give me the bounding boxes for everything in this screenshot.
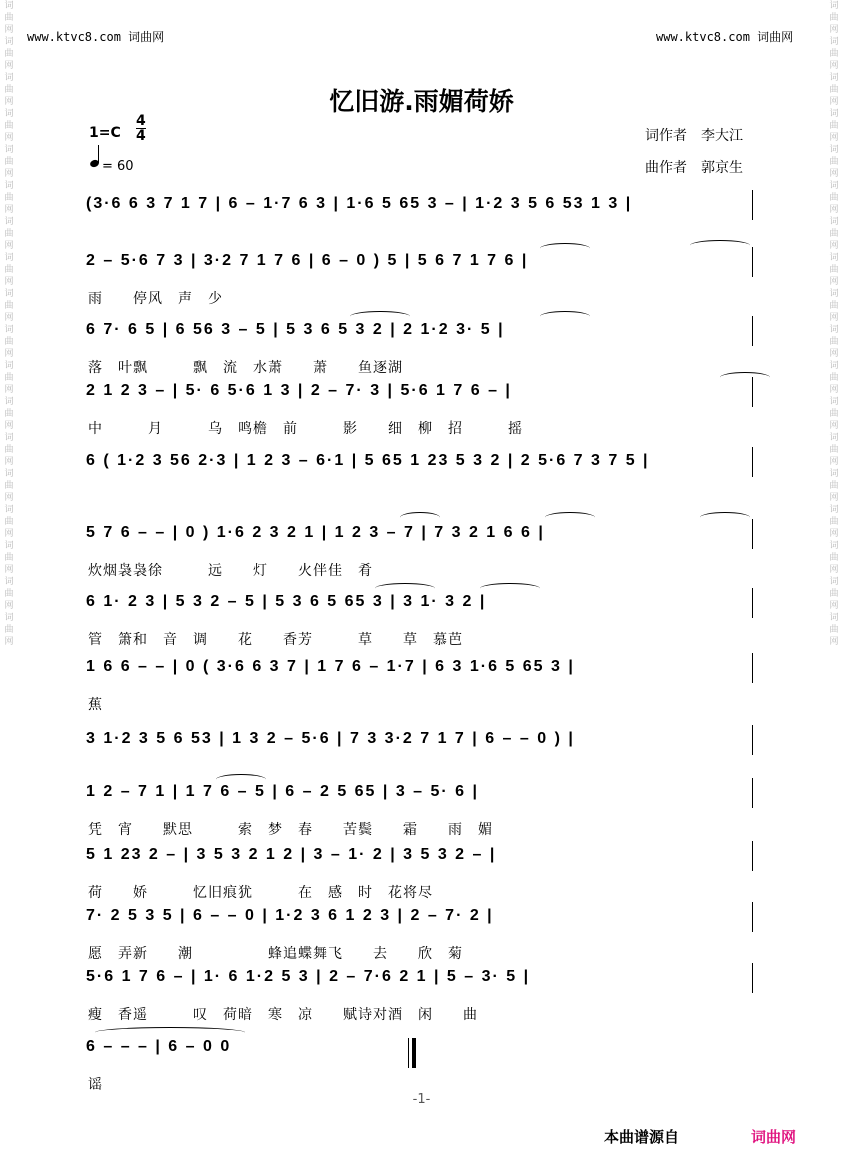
- brand-logo-text: 词曲网: [751, 1128, 797, 1146]
- key-signature: 1=C: [89, 125, 121, 141]
- system-end-barline: [752, 841, 753, 871]
- slur-arc: [720, 372, 770, 383]
- notation-line: 5·6 1 7 6 – | 1· 6 1·2 5 3 | 2 – 7·6 2 1 | 5 – 3· 5 |: [86, 968, 531, 985]
- lyric-line: 荷 娇 忆旧痕犹 在 感 时 花将尽: [88, 885, 433, 901]
- notation-line: 1 6 6 – – | 0 ( 3·6 6 3 7 | 1 7 6 – 1·7 | 6 3 1·6 5 65 3 |: [86, 658, 575, 675]
- system-end-barline: [752, 588, 753, 618]
- lyric-line: 炊烟袅袅徐 远 灯 火伴佳 肴: [88, 563, 373, 579]
- slur-arc: [400, 512, 440, 523]
- time-top: 4: [136, 113, 146, 129]
- slur-arc: [540, 311, 590, 322]
- notation-line: 1 2 – 7 1 | 1 7 6 – 5 | 6 – 2 5 65 | 3 – 5· 6 |: [86, 783, 479, 800]
- lyric-line: 蕉: [88, 697, 103, 713]
- page-number: -1-: [412, 1092, 431, 1107]
- time-bottom: 4: [136, 128, 146, 144]
- slur-arc: [216, 774, 266, 785]
- slur-arc: [480, 583, 540, 594]
- lyric-line: 愿 弄新 潮 蜂追蝶舞飞 去 欣 菊: [88, 946, 463, 962]
- system-end-barline: [752, 447, 753, 477]
- time-signature: [136, 114, 146, 143]
- side-watermark-right: 词曲网词曲网词曲网词曲网词曲网词曲网词曲网词曲网词曲网词曲网词曲网词曲网词曲网词曲网词曲网词曲网词曲网词曲网: [829, 1, 839, 647]
- slur-arc: [545, 512, 595, 523]
- quarter-note-stem: [98, 145, 99, 163]
- slur-arc: [350, 311, 410, 322]
- notation-line: 2 1 2 3 – | 5· 6 5·6 1 3 | 2 – 7· 3 | 5·6 1 7 6 – |: [86, 382, 512, 399]
- system-end-barline: [752, 653, 753, 683]
- notation-line: 6 – – – | 6 – 0 0: [86, 1038, 232, 1055]
- final-barline-thin: [408, 1038, 409, 1068]
- final-barline-thick: [412, 1038, 416, 1068]
- system-end-barline: [752, 190, 753, 220]
- lyric-line: 落 叶飘 飘 流 水萧 萧 鱼逐湖: [88, 360, 403, 376]
- system-end-barline: [752, 963, 753, 993]
- composer-credit: 曲作者 郭京生: [645, 160, 743, 176]
- notation-line: (3·6 6 3 7 1 7 | 6 – 1·7 6 3 | 1·6 5 65 3 – | 1·2 3 5 6 53 1 3 |: [86, 195, 633, 212]
- system-end-barline: [752, 778, 753, 808]
- lyric-line: 中 月 乌 鸣檐 前 影 细 柳 招 摇: [88, 421, 523, 437]
- notation-line: 5 7 6 – – | 0 ) 1·6 2 3 2 1 | 1 2 3 – 7 | 7 3 2 1 6 6 |: [86, 524, 545, 541]
- lyricist-credit: 词作者 李大江: [645, 128, 743, 144]
- slur-arc: [375, 583, 435, 594]
- system-end-barline: [752, 902, 753, 932]
- lyric-line: 谣: [88, 1077, 103, 1093]
- notation-line: 3 1·2 3 5 6 53 | 1 3 2 – 5·6 | 7 3 3·2 7 1 7 | 6 – – 0 ) |: [86, 730, 575, 747]
- site-watermark-right: www.ktvc8.com 词曲网: [656, 30, 794, 44]
- notation-line: 6 1· 2 3 | 5 3 2 – 5 | 5 3 6 5 65 3 | 3 1· 3 2 |: [86, 593, 487, 610]
- site-watermark-left: www.ktvc8.com 词曲网: [27, 30, 165, 44]
- system-end-barline: [752, 316, 753, 346]
- system-end-barline: [752, 247, 753, 277]
- lyric-line: 瘦 香遥 叹 荷暗 寒 凉 赋诗对酒 闲 曲: [88, 1007, 478, 1023]
- side-watermark-left: 词曲网词曲网词曲网词曲网词曲网词曲网词曲网词曲网词曲网词曲网词曲网词曲网词曲网词曲网词曲网词曲网词曲网词曲网: [4, 1, 14, 647]
- lyric-line: 雨 停风 声 少: [88, 291, 223, 307]
- slur-arc: [95, 1027, 245, 1038]
- slur-arc: [690, 240, 750, 251]
- notation-line: 6 7· 6 5 | 6 56 3 – 5 | 5 3 6 5 3 2 | 2 1·2 3· 5 |: [86, 321, 505, 338]
- tempo-marking: = 60: [102, 159, 134, 174]
- system-end-barline: [752, 725, 753, 755]
- notation-line: 5 1 23 2 – | 3 5 3 2 1 2 | 3 – 1· 2 | 3 5 3 2 – |: [86, 846, 497, 863]
- source-label: 本曲谱源自: [604, 1128, 680, 1146]
- lyric-line: 凭 宵 默思 索 梦 春 苦鬓 霜 雨 媚: [88, 822, 493, 838]
- slur-arc: [700, 512, 750, 523]
- system-end-barline: [752, 519, 753, 549]
- notation-line: 2 – 5·6 7 3 | 3·2 7 1 7 6 | 6 – 0 ) 5 | 5 6 7 1 7 6 |: [86, 252, 529, 269]
- song-title: 忆旧游.雨媚荷娇: [329, 87, 514, 116]
- slur-arc: [540, 243, 590, 254]
- notation-line: 6 ( 1·2 3 56 2·3 | 1 2 3 – 6·1 | 5 65 1 23 5 3 2 | 2 5·6 7 3 7 5 |: [86, 452, 650, 469]
- notation-line: 7· 2 5 3 5 | 6 – – 0 | 1·2 3 6 1 2 3 | 2 – 7· 2 |: [86, 907, 494, 924]
- lyric-line: 管 箫和 音 调 花 香芳 草 草 慕芭: [88, 632, 463, 648]
